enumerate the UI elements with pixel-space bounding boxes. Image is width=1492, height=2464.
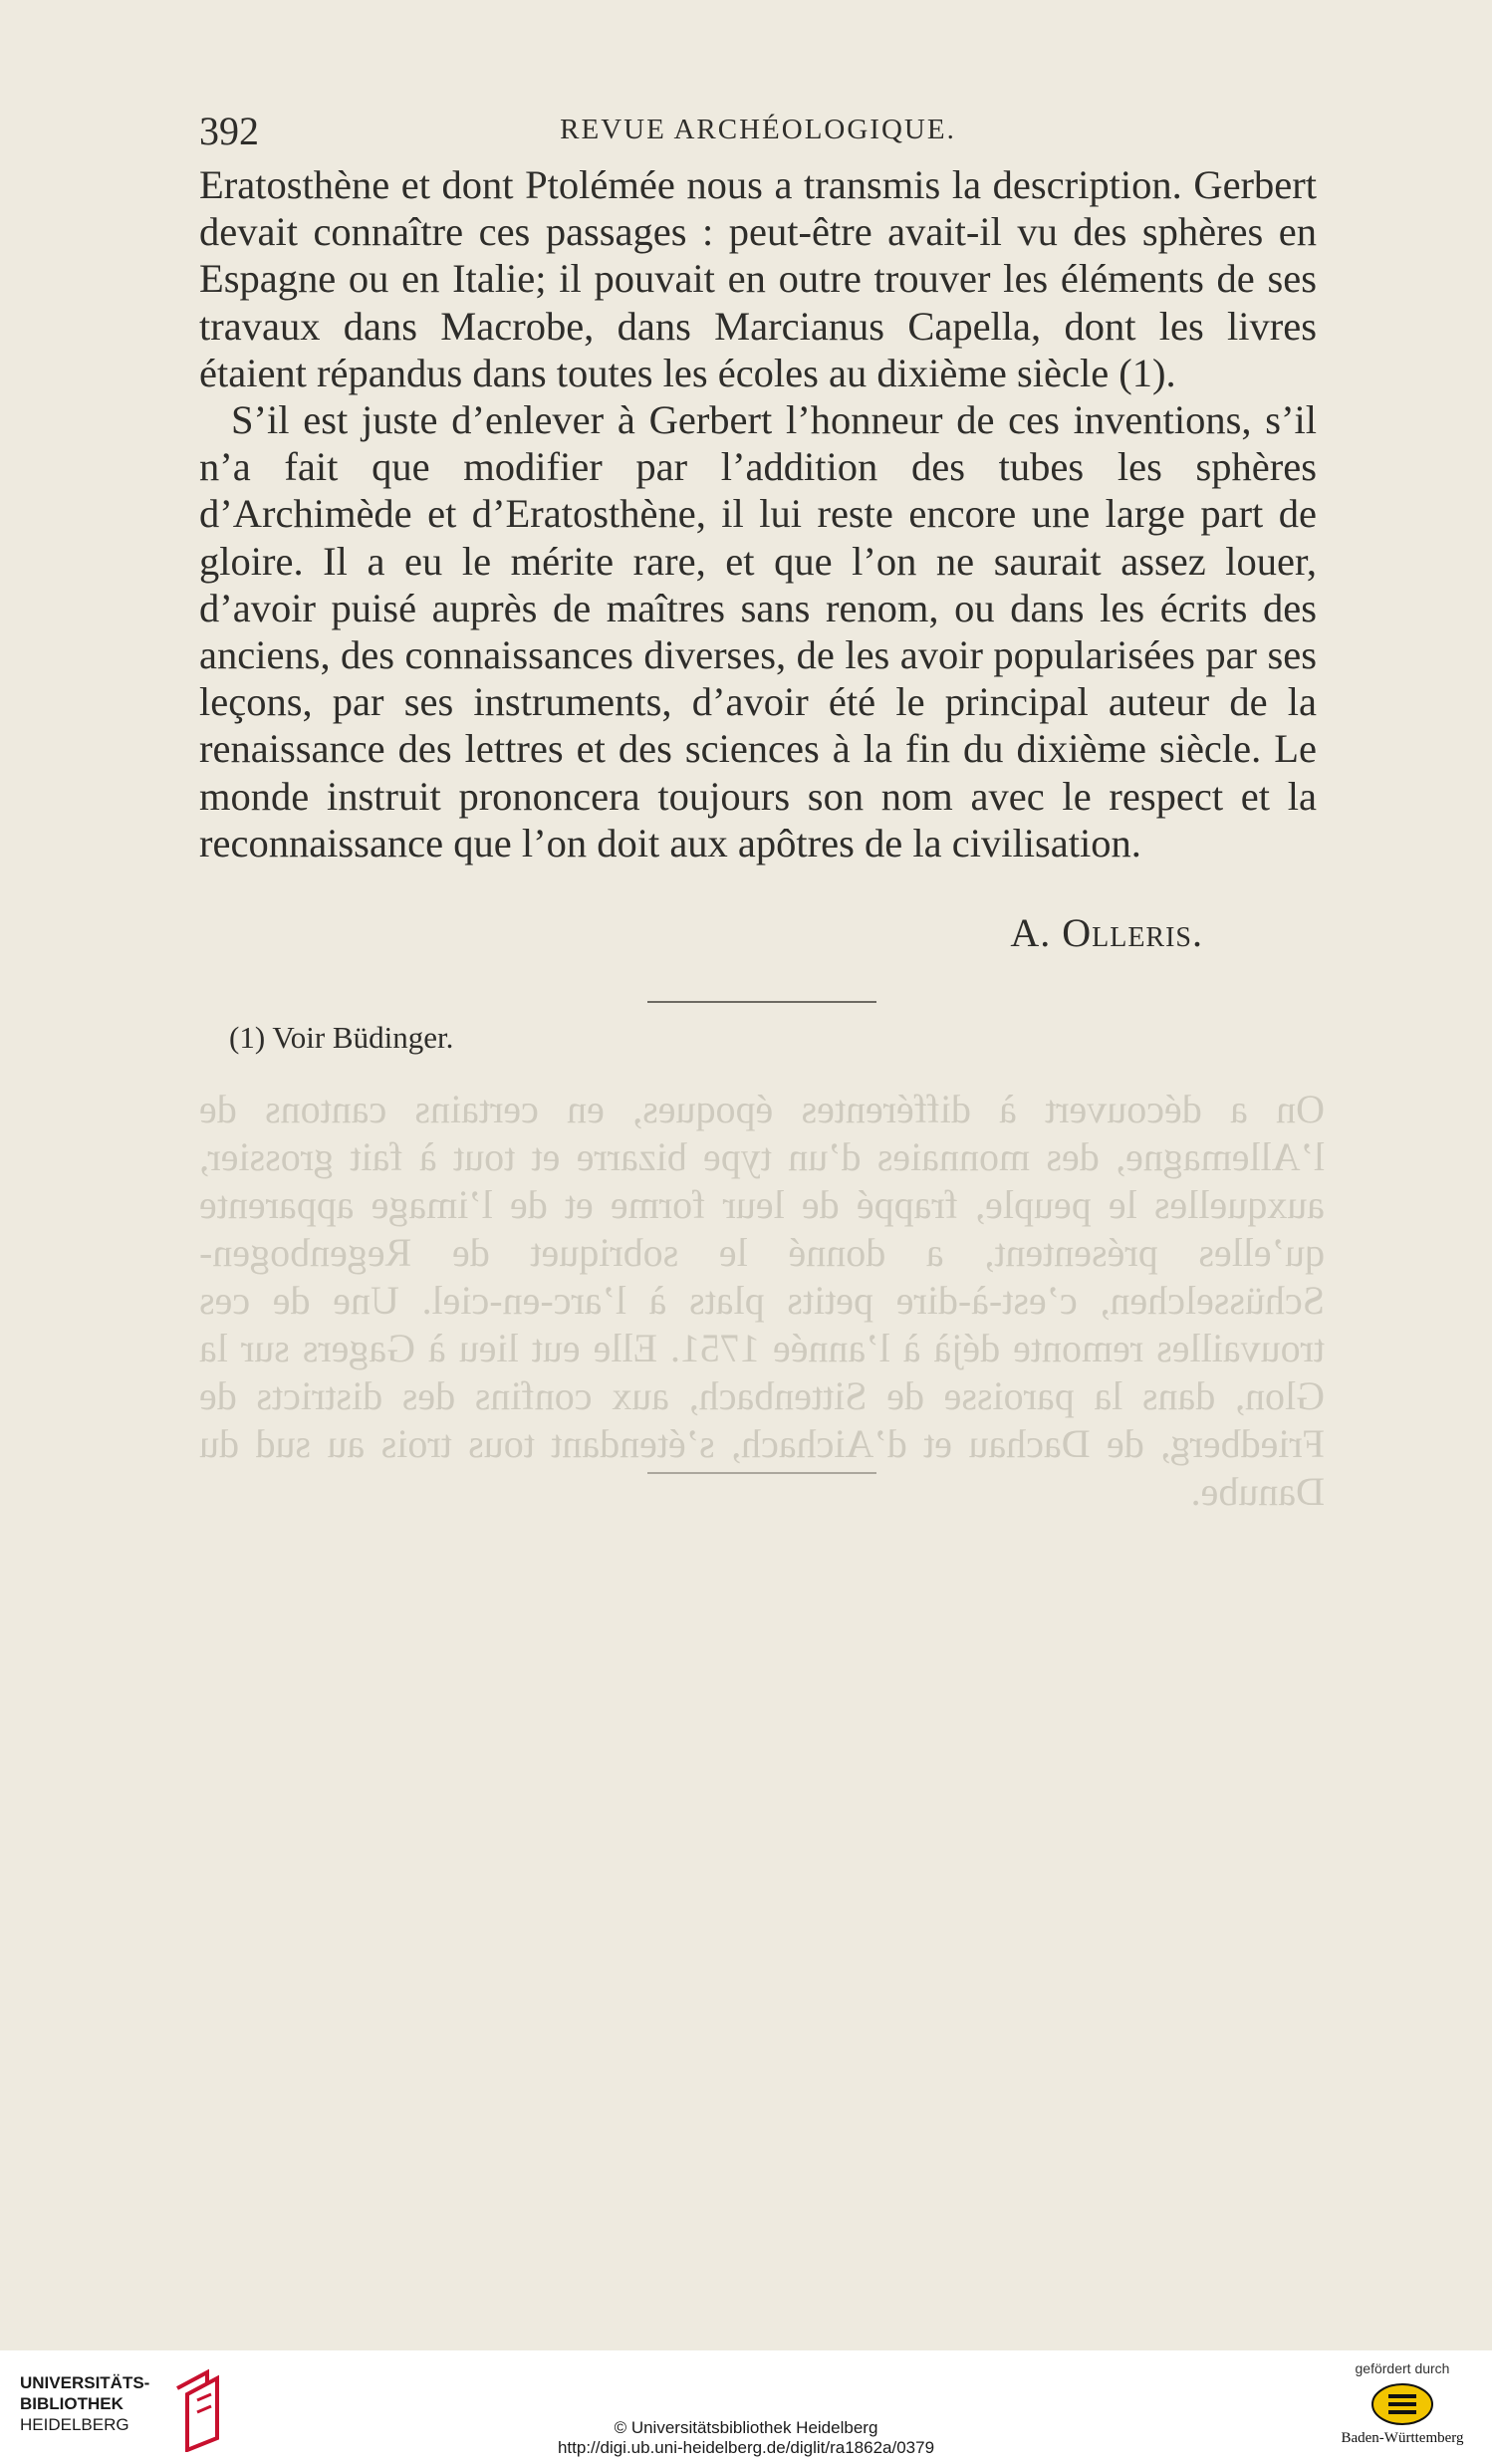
coat-of-arms-icon [1370, 2382, 1434, 2426]
article-text [199, 161, 1317, 866]
copyright-text: © Universitätsbibliothek Heidelberg [614, 2418, 878, 2437]
sponsor-name: Baden-Württemberg [1341, 2430, 1464, 2446]
paragraph: S’il est juste d’enlever à Gerbert l’honneur de ces inventions, s’il n’a fait que modifier par l’addition des tubes les sphères d’Archimède et d’Eratosthène, il lui reste encore une large part de gloire. Il a eu le mérite rare, et que l’on ne saurait assez louer, d’avoir puisé auprès de maîtres sans renom, ou dans les écrits des anciens, des connaissances diverses, de les avoir popularisées par ses leçons, par ses instruments, d’avoir été le principal auteur de la renaissance des lettres et des sciences à la fin du dixième siècle. Le monde instruit prononcera toujours son nom avec le respect et la reconnaissance que l’on doit aux apôtres de la civilisation. [199, 397, 1317, 865]
footnote: (1) Voir Büdinger. [229, 1020, 454, 1055]
permalink[interactable]: http://digi.ub.uni-heidelberg.de/diglit/ra1862a/0379 [557, 2438, 935, 2457]
library-name-line: HEIDELBERG [20, 2415, 129, 2434]
copyright-notice [0, 2418, 1492, 2458]
sponsor-block [1333, 2360, 1472, 2447]
page-number: 392 [199, 109, 259, 153]
library-name-line: BIBLIOTHEK [20, 2394, 124, 2413]
footnote-rule [647, 1001, 876, 1003]
author-signature: A. Olleris. [1010, 910, 1203, 955]
paragraph: Eratosthène et dont Ptolémée nous a transmis la description. Gerbert devait connaître ces passages : peut-être avait-il vu des sphères en Espagne ou en Italie; il pouvait en outre trouver les éléments de ses travaux dans Macrobe, dans Marcianus Capella, dont les livres étaient répandus dans toutes les écoles au dixième siècle (1). [199, 162, 1317, 395]
show-through-text: On a découvert à différentes époques, en certains cantons de l’Allemagne, des monnaies d’un type bizarre et tout à fait grossier, auxquelles le peuple, frappé de leur forme et de l’image apparente qu’elles présentent, a donné le sobriquet de Regenbogen-Schüsselchen, c’est-à-dire petits plats à l’arc-en-ciel. Une de ces trouvailles remonte déjà à l’année 1751. Elle eut lieu à Gagers sur la Glon, dans la paroisse de Sittenbach, aux confins des districts de Friedberg, de Dachau et d’Aichach, s’étendant tous trois au sud du Danube. [199, 1087, 1325, 1514]
journal-title: REVUE ARCHÉOLOGIQUE. [560, 114, 956, 145]
library-name-line: UNIVERSITÄTS- [20, 2373, 150, 2392]
sponsor-label: gefördert durch [1355, 2360, 1450, 2376]
running-head [199, 108, 1317, 153]
show-through-rule [647, 1472, 876, 1474]
footer-bar [0, 2350, 1492, 2464]
